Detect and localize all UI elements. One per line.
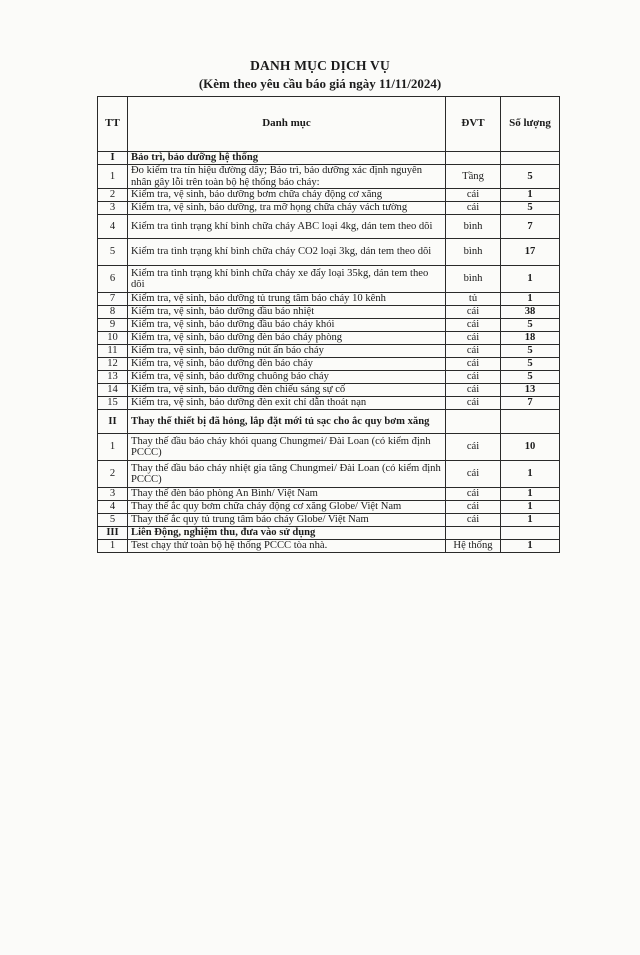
row-number: 1 bbox=[98, 434, 128, 461]
row-unit: cái bbox=[446, 202, 501, 215]
table-row bbox=[98, 293, 560, 306]
row-number: 5 bbox=[98, 514, 128, 527]
row-unit: cái bbox=[446, 189, 501, 202]
row-unit: cái bbox=[446, 319, 501, 332]
row-quantity: 5 bbox=[501, 358, 560, 371]
row-number: 10 bbox=[98, 332, 128, 345]
row-number: 4 bbox=[98, 501, 128, 514]
row-unit: cái bbox=[446, 345, 501, 358]
section-row bbox=[98, 527, 560, 540]
row-unit: tủ bbox=[446, 293, 501, 306]
row-description: Thay thế đầu báo cháy nhiệt gia tăng Chungmei/ Đài Loan (có kiểm định PCCC) bbox=[128, 461, 446, 488]
row-description: Kiểm tra, vệ sinh, bảo dưỡng tủ trung tâm báo cháy 10 kênh bbox=[128, 293, 446, 306]
row-unit: cái bbox=[446, 358, 501, 371]
row-unit bbox=[446, 152, 501, 165]
row-description: Kiểm tra, vệ sinh, bảo dưỡng bơm chữa cháy động cơ xăng bbox=[128, 189, 446, 202]
row-description: Liên Động, nghiệm thu, đưa vào sử dụng bbox=[128, 527, 446, 540]
table-row bbox=[98, 165, 560, 189]
row-unit: cái bbox=[446, 306, 501, 319]
header-tt: TT bbox=[98, 97, 128, 152]
row-description: Kiểm tra, vệ sinh, bảo dưỡng nút ấn báo cháy bbox=[128, 345, 446, 358]
row-number: 15 bbox=[98, 397, 128, 410]
row-quantity: 1 bbox=[501, 501, 560, 514]
row-number: 13 bbox=[98, 371, 128, 384]
row-number: I bbox=[98, 152, 128, 165]
table-row bbox=[98, 306, 560, 319]
row-quantity: 10 bbox=[501, 434, 560, 461]
row-number: 12 bbox=[98, 358, 128, 371]
row-unit: Hệ thống bbox=[446, 540, 501, 553]
table-row bbox=[98, 345, 560, 358]
table-header-row bbox=[98, 97, 560, 152]
row-quantity: 7 bbox=[501, 397, 560, 410]
row-number: 3 bbox=[98, 488, 128, 501]
row-number: 5 bbox=[98, 239, 128, 266]
row-quantity: 13 bbox=[501, 384, 560, 397]
document-title: DANH MỤC DỊCH VỤ bbox=[250, 58, 390, 73]
row-quantity: 1 bbox=[501, 461, 560, 488]
row-description: Kiểm tra, vệ sinh, bảo dưỡng đèn báo cháy phòng bbox=[128, 332, 446, 345]
row-description: Kiểm tra, vệ sinh, bảo dưỡng đèn chiếu sáng sự cố bbox=[128, 384, 446, 397]
row-number: 1 bbox=[98, 540, 128, 553]
row-quantity: 5 bbox=[501, 319, 560, 332]
table-row bbox=[98, 319, 560, 332]
row-number: 11 bbox=[98, 345, 128, 358]
row-number: 9 bbox=[98, 319, 128, 332]
service-table bbox=[97, 96, 560, 553]
table-row bbox=[98, 501, 560, 514]
row-unit bbox=[446, 527, 501, 540]
row-quantity: 18 bbox=[501, 332, 560, 345]
row-unit: bình bbox=[446, 239, 501, 266]
row-unit: cái bbox=[446, 488, 501, 501]
row-unit: bình bbox=[446, 215, 501, 239]
row-quantity: 1 bbox=[501, 293, 560, 306]
row-description: Thay thế ắc quy tủ trung tâm báo cháy Globe/ Việt Nam bbox=[128, 514, 446, 527]
row-number: II bbox=[98, 410, 128, 434]
row-quantity bbox=[501, 410, 560, 434]
row-unit: cái bbox=[446, 501, 501, 514]
table-row bbox=[98, 266, 560, 293]
table-row bbox=[98, 540, 560, 553]
header-unit: ĐVT bbox=[446, 97, 501, 152]
section-row bbox=[98, 410, 560, 434]
row-quantity: 38 bbox=[501, 306, 560, 319]
row-unit: cái bbox=[446, 461, 501, 488]
row-number: 2 bbox=[98, 189, 128, 202]
table-body bbox=[98, 152, 560, 553]
header-qty: Số lượng bbox=[501, 97, 560, 152]
row-quantity: 1 bbox=[501, 266, 560, 293]
table-row bbox=[98, 189, 560, 202]
section-row bbox=[98, 152, 560, 165]
table-row bbox=[98, 332, 560, 345]
table-row bbox=[98, 434, 560, 461]
row-quantity: 5 bbox=[501, 345, 560, 358]
row-description: Kiểm tra, vệ sinh, bảo dưỡng chuông báo cháy bbox=[128, 371, 446, 384]
row-quantity bbox=[501, 152, 560, 165]
row-quantity: 1 bbox=[501, 189, 560, 202]
row-description: Thay thế đèn báo phòng An Bình/ Việt Nam bbox=[128, 488, 446, 501]
table-row bbox=[98, 371, 560, 384]
row-description: Bảo trì, bảo dưỡng hệ thống bbox=[128, 152, 446, 165]
table-row bbox=[98, 514, 560, 527]
table-row bbox=[98, 461, 560, 488]
row-unit: cái bbox=[446, 397, 501, 410]
row-number: 4 bbox=[98, 215, 128, 239]
row-description: Kiểm tra tình trạng khí bình chữa cháy ABC loại 4kg, dán tem theo dõi bbox=[128, 215, 446, 239]
header-name: Danh mục bbox=[128, 97, 446, 152]
row-description: Kiểm tra tình trạng khí bình chữa cháy CO2 loại 3kg, dán tem theo dõi bbox=[128, 239, 446, 266]
table-row bbox=[98, 397, 560, 410]
row-description: Kiểm tra, vệ sinh, bảo dưỡng đầu báo cháy khói bbox=[128, 319, 446, 332]
row-quantity: 7 bbox=[501, 215, 560, 239]
row-unit: cái bbox=[446, 332, 501, 345]
table-row bbox=[98, 202, 560, 215]
row-quantity: 1 bbox=[501, 540, 560, 553]
row-description: Kiểm tra, vệ sinh, bảo dưỡng đầu báo nhiệt bbox=[128, 306, 446, 319]
row-unit: cái bbox=[446, 384, 501, 397]
row-quantity: 1 bbox=[501, 514, 560, 527]
row-description: Đo kiểm tra tín hiệu đường dây; Bảo trì, bảo dưỡng xác định nguyên nhân gây lỗi trên toàn bộ hệ thống báo cháy: bbox=[128, 165, 446, 189]
row-number: 14 bbox=[98, 384, 128, 397]
row-quantity: 1 bbox=[501, 488, 560, 501]
row-unit: bình bbox=[446, 266, 501, 293]
table-row bbox=[98, 215, 560, 239]
row-quantity: 5 bbox=[501, 202, 560, 215]
row-unit bbox=[446, 410, 501, 434]
row-description: Kiểm tra, vệ sinh, bảo dưỡng đèn báo cháy bbox=[128, 358, 446, 371]
table-row bbox=[98, 384, 560, 397]
row-number: 2 bbox=[98, 461, 128, 488]
row-description: Test chạy thử toàn bộ hệ thống PCCC tòa nhà. bbox=[128, 540, 446, 553]
table-row bbox=[98, 488, 560, 501]
row-number: 8 bbox=[98, 306, 128, 319]
row-unit: cái bbox=[446, 514, 501, 527]
row-quantity: 5 bbox=[501, 371, 560, 384]
row-unit: cái bbox=[446, 434, 501, 461]
row-description: Kiểm tra tình trạng khí bình chữa cháy xe đẩy loại 35kg, dán tem theo dõi bbox=[128, 266, 446, 293]
document-subtitle: (Kèm theo yêu cầu báo giá ngày 11/11/2024) bbox=[198, 76, 442, 91]
row-number: III bbox=[98, 527, 128, 540]
row-unit: cái bbox=[446, 371, 501, 384]
table-row bbox=[98, 358, 560, 371]
row-description: Thay thế thiết bị đã hỏng, lắp đặt mới tủ sạc cho ắc quy bơm xăng bbox=[128, 410, 446, 434]
row-description: Thay thế đầu báo cháy khói quang Chungmei/ Đài Loan (có kiểm định PCCC) bbox=[128, 434, 446, 461]
row-number: 6 bbox=[98, 266, 128, 293]
table-row bbox=[98, 239, 560, 266]
row-number: 7 bbox=[98, 293, 128, 306]
row-description: Kiểm tra, vệ sinh, bảo dưỡng, tra mỡ họng chữa cháy vách tường bbox=[128, 202, 446, 215]
row-number: 3 bbox=[98, 202, 128, 215]
row-quantity: 5 bbox=[501, 165, 560, 189]
row-unit: Tầng bbox=[446, 165, 501, 189]
row-description: Thay thế ắc quy bơm chữa cháy động cơ xăng Globe/ Việt Nam bbox=[128, 501, 446, 514]
row-description: Kiểm tra, vệ sinh, bảo dưỡng đèn exit chỉ dẫn thoát nạn bbox=[128, 397, 446, 410]
row-number: 1 bbox=[98, 165, 128, 189]
row-quantity: 17 bbox=[501, 239, 560, 266]
row-quantity bbox=[501, 527, 560, 540]
